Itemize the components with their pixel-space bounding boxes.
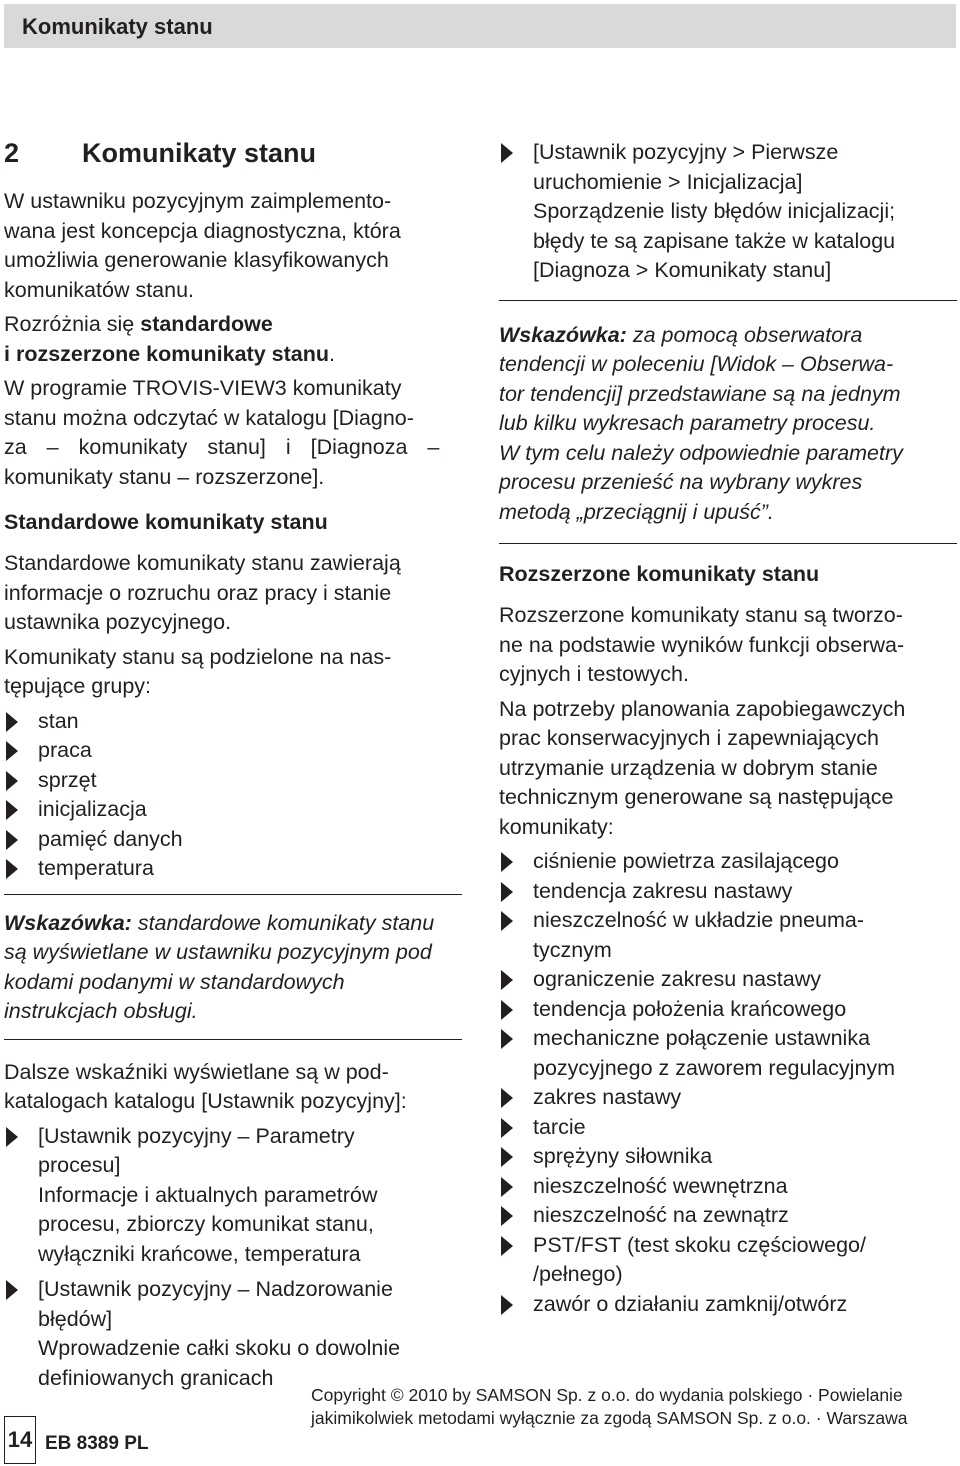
list-item-text: zakres nastawy [533,1085,682,1109]
left-column [4,138,462,1393]
list-item [4,1275,462,1393]
text-line: katalogach katalogu [Ustawnik pozycyjny]: [4,1089,407,1113]
list-item-text: nieszczelność wewnętrzna [533,1173,788,1198]
bullet-arrow-icon [6,800,18,820]
text-line: technicznym generowane są następujące [499,785,894,809]
list-item [499,1113,957,1143]
list-item-text: /pełnego) [533,1262,623,1286]
bullet-arrow-icon [501,1088,513,1108]
list-item [499,906,957,965]
list-item-text: PST/FST (test skoku częściowego/ [533,1232,866,1257]
text-line: Standardowe komunikaty stanu zawierają [4,551,401,575]
list-item [499,1024,957,1083]
text-run: Rozróżnia się [4,312,141,336]
item-title: uruchomienie > Inicjalizacja] [533,169,803,194]
item-title: błędów] [38,1306,113,1331]
distinction-paragraph [4,310,462,369]
note-text: za pomocą obserwatora [626,322,863,347]
text-line: komunikaty stanu – rozszerzone]. [4,464,325,489]
text-line: informacje o rozruchu oraz pracy i stanie [4,580,392,605]
standard-note [4,909,462,1027]
item-description: procesu, zbiorczy komunikat stanu, [38,1212,374,1236]
list-item [499,847,957,877]
bullet-arrow-icon [501,1029,513,1049]
bold-term: standardowe [140,312,273,336]
text-line: Na potrzeby planowania zapobiegawczych [499,696,906,721]
list-item-text: pozycyjnego z zaworem regulacyjnym [533,1055,896,1080]
bold-term: i rozszerzone komunikaty stanu [4,341,329,366]
list-item [499,965,957,995]
list-item [499,1083,957,1113]
item-description: definiowanych granicach [38,1365,274,1390]
chapter-number: 2 [4,138,20,168]
item-title: [Ustawnik pozycyjny – Nadzorowanie [38,1277,393,1301]
item-title: procesu] [38,1153,121,1177]
list-item [499,1231,957,1290]
list-item-text: ciśnienie powietrza zasilającego [533,849,839,873]
chapter-heading [4,138,462,169]
bullet-arrow-icon [6,741,18,761]
bullet-arrow-icon [501,1206,513,1226]
text-line: Komunikaty stanu są podzielone na nas- [4,644,392,669]
list-item [499,1201,957,1231]
text-line: W programie TROVIS-VIEW3 komunikaty [4,376,402,400]
item-description: Wprowadzenie całki skoku o dowolnie [38,1336,401,1360]
note-line: metodą „przeciągnij i upuść”. [499,499,774,524]
list-item-text: praca [38,738,92,762]
note-text: standardowe komunikaty stanu są wyświetlane w ustawniku pozycyjnym pod kodami podanymi w standardowych instrukcjach obsługi. [4,910,435,1023]
text-line: komunikaty: [499,814,614,839]
text-line: stanu można odczytać w katalogu [Diagno- [4,405,414,430]
item-description: Informacje i aktualnych parametrów [38,1182,378,1207]
item-title: [Ustawnik pozycyjny – Parametry [38,1123,355,1148]
list-item [4,1122,462,1270]
text-line: cyjnych i testowych. [499,662,689,686]
standard-messages-text [4,549,462,638]
bullet-arrow-icon [501,1000,513,1020]
copyright-line: Copyright © 2010 by SAMSON Sp. z o.o. do wydania polskiego · Powielanie [311,1385,903,1405]
divider [499,300,957,301]
divider [4,894,462,895]
maintenance-text [499,695,957,843]
bullet-arrow-icon [501,970,513,990]
list-item-text: nieszczelność w układzie pneuma- [533,908,865,932]
list-item-text: tycznym [533,937,612,962]
header-title: Komunikaty stanu [22,14,213,39]
list-item [4,766,462,796]
text-line: prac konserwacyjnych i zapewniających [499,726,880,750]
bullet-arrow-icon [501,1118,513,1138]
bullet-arrow-icon [501,1177,513,1197]
list-item-text: temperatura [38,856,154,880]
item-description: Sporządzenie listy błędów inicjalizacji; [533,199,896,223]
list-item-text: sprzęt [38,767,97,792]
standard-messages-heading: Standardowe komunikaty stanu [4,510,328,534]
divider [4,1039,462,1040]
text-line: umożliwia generowanie klasyfikowanych [4,248,389,272]
note-line: tor tendencji] przedstawiane są na jednym [499,381,901,406]
text-run: . [328,341,335,366]
divider [499,543,957,544]
text-line: komunikatów stanu. [4,277,195,302]
note-line: lub kilku wykresach parametry procesu. [499,411,876,435]
list-item [499,995,957,1025]
groups-intro [4,643,462,702]
bullet-arrow-icon [501,1295,513,1315]
text-line: Rozszerzone komunikaty stanu są tworzo- [499,603,903,627]
list-item-text: sprężyny siłownika [533,1144,713,1168]
footer-copyright [311,1384,959,1430]
note-line: tendencji w poleceniu [Widok – Obserwa- [499,352,894,376]
list-item-text: tendencja zakresu nastawy [533,878,793,903]
groups-list [4,707,462,884]
bullet-arrow-icon [501,1236,513,1256]
further-intro [4,1058,462,1117]
list-item [499,138,957,286]
bullet-arrow-icon [501,1147,513,1167]
text-line: Dalsze wskaźniki wyświetlane są w pod- [4,1059,389,1084]
text-line: W ustawniku pozycyjnym zaimplemento- [4,189,392,213]
list-item [4,736,462,766]
list-item-text: pamięć danych [38,826,183,851]
bullet-arrow-icon [6,1127,18,1147]
bullet-arrow-icon [6,830,18,850]
bullet-arrow-icon [6,712,18,732]
bullet-arrow-icon [6,859,18,879]
bullet-arrow-icon [6,771,18,791]
bullet-arrow-icon [501,143,513,163]
further-list [4,1122,462,1394]
bullet-arrow-icon [6,1280,18,1300]
item-description: wyłączniki krańcowe, temperatura [38,1241,361,1266]
list-item-text: nieszczelność na zewnątrz [533,1203,789,1227]
list-item [4,854,462,884]
trend-note [499,321,957,528]
header-bar [4,4,956,48]
list-item [4,825,462,855]
item-description: [Diagnoza > Komunikaty stanu] [533,258,832,282]
init-list [499,138,957,286]
trovis-paragraph [4,374,462,492]
list-item-text: tarcie [533,1114,586,1139]
extended-messages-heading: Rozszerzone komunikaty stanu [499,562,820,586]
list-item [4,707,462,737]
bullet-arrow-icon [501,852,513,872]
note-label: Wskazówka: [4,910,132,935]
note-line: procesu przenieść na wybrany wykres [499,470,863,494]
document-code: EB 8389 PL [45,1433,149,1454]
bullet-arrow-icon [501,911,513,931]
right-column [499,138,957,1319]
list-item [499,877,957,907]
chapter-title: Komunikaty stanu [82,138,317,168]
list-item-text: inicjalizacja [38,797,147,821]
text-line: za – komunikaty stanu] i [Diagnoza – [4,435,440,459]
text-line: ne na podstawie wyników funkcji obserwa- [499,632,905,657]
list-item-text: stan [38,708,79,733]
page-number: 14 [4,1416,36,1464]
list-item-text: ograniczenie zakresu nastawy [533,967,822,991]
text-line: wana jest koncepcja diagnostyczna, która [4,218,401,243]
list-item-text: zawór o działaniu zamknij/otwórz [533,1291,848,1316]
list-item [499,1290,957,1320]
intro-paragraph [4,187,462,305]
extended-messages-text [499,601,957,690]
list-item [499,1172,957,1202]
note-label: Wskazówka: [499,322,627,347]
bullet-arrow-icon [501,882,513,902]
item-title: [Ustawnik pozycyjny > Pierwsze [533,140,839,164]
item-description: błędy te są zapisane także w katalogu [533,228,896,253]
list-item-text: tendencja położenia krańcowego [533,996,847,1021]
text-line: utrzymanie urządzenia w dobrym stanie [499,755,878,780]
copyright-line: jakimikolwiek metodami wyłącznie za zgodą SAMSON Sp. z o.o. · Warszawa [311,1408,908,1428]
extended-list [499,847,957,1319]
note-line [499,321,957,351]
text-line: tępujące grupy: [4,674,152,698]
list-item [499,1142,957,1172]
text-line: ustawnika pozycyjnego. [4,610,232,634]
note-line: W tym celu należy odpowiednie parametry [499,440,903,465]
list-item-text: mechaniczne połączenie ustawnika [533,1026,871,1050]
list-item [4,795,462,825]
